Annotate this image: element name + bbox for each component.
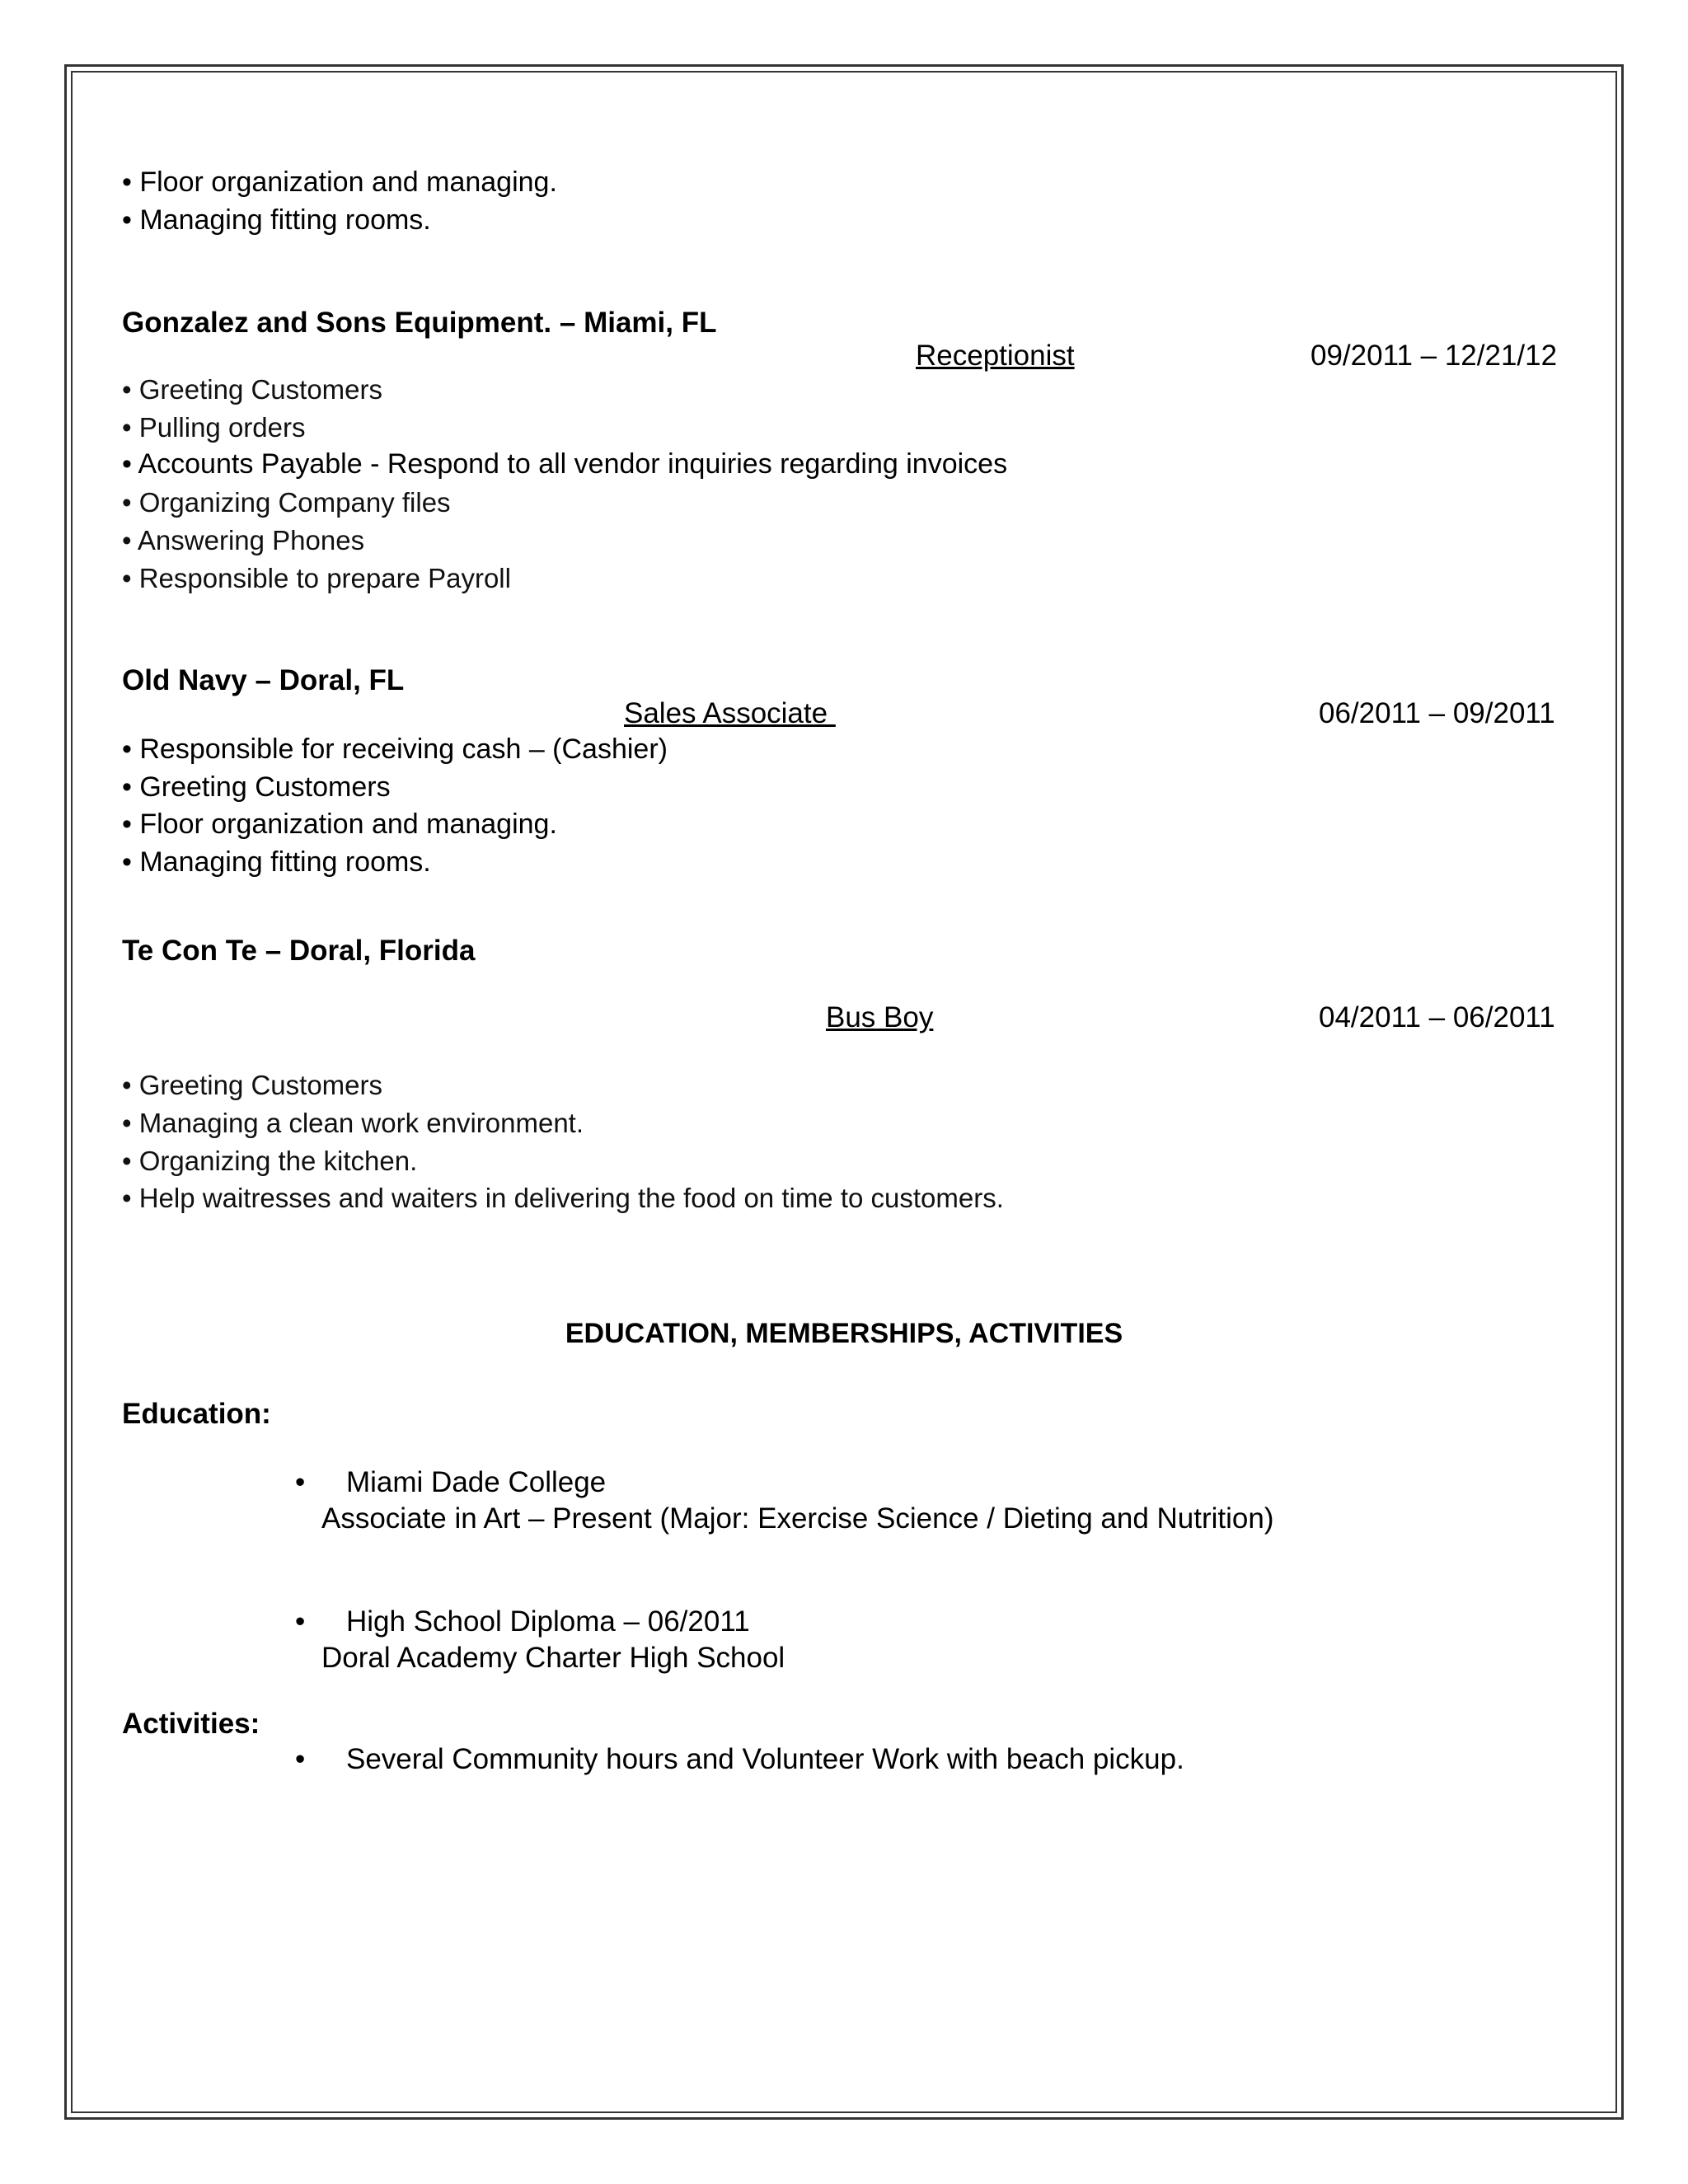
list-item: • Greeting Customers bbox=[122, 374, 382, 405]
job-company: Gonzalez and Sons Equipment. – Miami, FL bbox=[122, 307, 717, 339]
list-item: • Organizing Company files bbox=[122, 487, 451, 518]
list-item: • Greeting Customers bbox=[122, 1070, 382, 1100]
list-item: • Pulling orders bbox=[122, 412, 306, 443]
list-item: • Help waitresses and waiters in delivering the food on time to customers. bbox=[122, 1183, 1004, 1213]
education-degree: Associate in Art – Present (Major: Exercise Science / Dieting and Nutrition) bbox=[321, 1502, 1274, 1535]
job-position: Receptionist bbox=[916, 340, 1075, 372]
education-label: Education: bbox=[122, 1398, 271, 1430]
list-item: • Managing fitting rooms. bbox=[122, 846, 431, 878]
job-dates: 06/2011 – 09/2011 bbox=[1319, 697, 1555, 729]
section-title: EDUCATION, MEMBERSHIPS, ACTIVITIES bbox=[565, 1318, 1123, 1349]
list-item: • Accounts Payable - Respond to all vendor inquiries regarding invoices bbox=[122, 448, 1008, 480]
job-company: Te Con Te – Doral, Florida bbox=[122, 935, 476, 967]
list-item: • Managing a clean work environment. bbox=[122, 1108, 584, 1138]
list-item: • Floor organization and managing. bbox=[122, 808, 557, 840]
job-dates: 09/2011 – 12/21/12 bbox=[1311, 340, 1558, 372]
job-position: Sales Associate bbox=[624, 697, 836, 729]
list-item: • Organizing the kitchen. bbox=[122, 1146, 418, 1176]
bullet-icon: • bbox=[295, 1743, 306, 1775]
job-dates: 04/2011 – 06/2011 bbox=[1319, 1001, 1555, 1033]
job-company: Old Navy – Doral, FL bbox=[122, 664, 405, 696]
list-item: • Greeting Customers bbox=[122, 771, 391, 803]
list-item: • Managing fitting rooms. bbox=[122, 204, 431, 236]
list-item: • Floor organization and managing. bbox=[122, 166, 557, 198]
activity-item: Several Community hours and Volunteer Work with beach pickup. bbox=[346, 1743, 1184, 1775]
list-item: • Responsible for receiving cash – (Cashier) bbox=[122, 733, 668, 765]
list-item: • Responsible to prepare Payroll bbox=[122, 563, 511, 593]
job-position: Bus Boy bbox=[826, 1001, 934, 1033]
activities-label: Activities: bbox=[122, 1708, 260, 1740]
list-item: • Answering Phones bbox=[122, 525, 365, 555]
education-institution: High School Diploma – 06/2011 bbox=[346, 1605, 750, 1638]
education-institution: Miami Dade College bbox=[346, 1466, 607, 1498]
education-degree: Doral Academy Charter High School bbox=[321, 1642, 785, 1674]
bullet-icon: • bbox=[295, 1605, 306, 1638]
bullet-icon: • bbox=[295, 1466, 306, 1498]
